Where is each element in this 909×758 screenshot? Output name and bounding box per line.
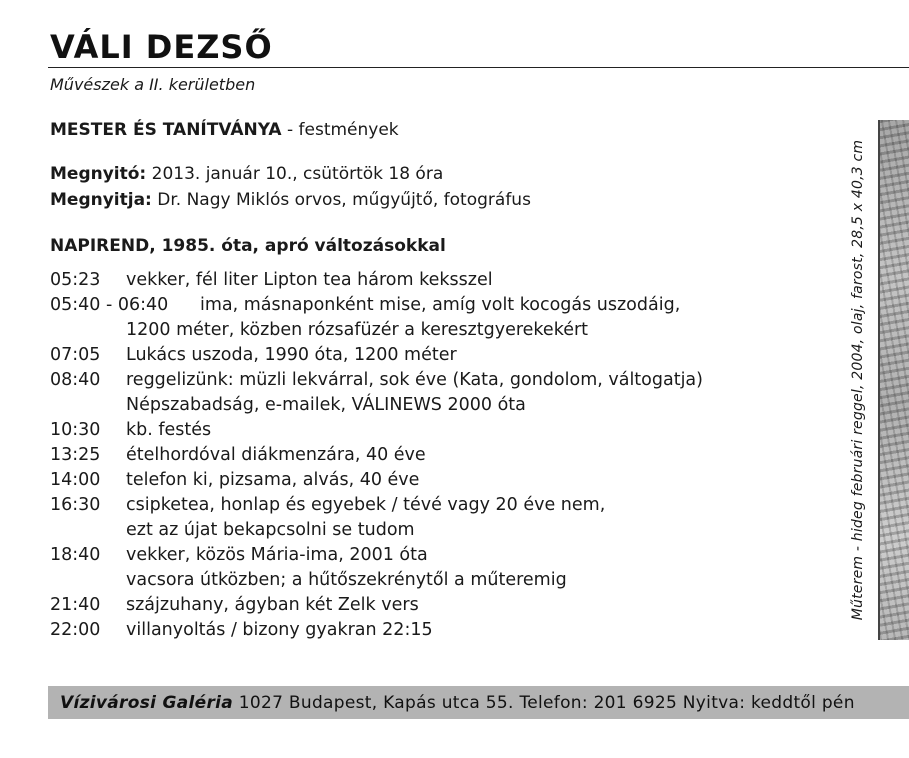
schedule-text: vekker, fél liter Lipton tea három keksszel bbox=[126, 270, 493, 290]
schedule-text: Lukács uszoda, 1990 óta, 1200 méter bbox=[126, 345, 457, 365]
page-title: VÁLI DEZSŐ bbox=[50, 28, 273, 66]
schedule-time: 05:23 bbox=[50, 270, 101, 290]
opener-line bbox=[50, 187, 531, 213]
schedule-time: 07:05 bbox=[50, 345, 101, 365]
schedule-item bbox=[50, 443, 810, 468]
schedule-item bbox=[50, 618, 810, 643]
exhibition-name: MESTER ÉS TANÍTVÁNYA bbox=[50, 120, 282, 140]
schedule-item bbox=[50, 493, 810, 543]
footer-text bbox=[48, 693, 855, 713]
opening-date: 2013. január 10., csütörtök 18 óra bbox=[146, 164, 444, 184]
agenda-heading: NAPIREND, 1985. óta, apró változásokkal bbox=[50, 236, 446, 256]
schedule-item bbox=[50, 593, 810, 618]
schedule-text: ima, másnaponként mise, amíg volt kocogás uszodáig, bbox=[200, 295, 681, 315]
opener-label: Megnyitja: bbox=[50, 190, 152, 210]
schedule-text: szájzuhany, ágyban két Zelk vers bbox=[126, 595, 419, 615]
gallery-footer bbox=[48, 686, 909, 719]
schedule-time: 21:40 bbox=[50, 595, 101, 615]
schedule-time: 14:00 bbox=[50, 470, 101, 490]
schedule-text: csipketea, honlap és egyebek / tévé vagy 20 éve nem, bbox=[126, 495, 606, 515]
exhibition-type: - festmények bbox=[281, 120, 399, 140]
schedule-text-continued: 1200 méter, közben rózsafüzér a keresztgyerekekért bbox=[126, 320, 589, 340]
schedule-time: 05:40 - 06:40 bbox=[50, 295, 169, 315]
painting-caption-container bbox=[846, 120, 870, 640]
schedule-text-continued: Népszabadság, e-mailek, VÁLINEWS 2000 óta bbox=[126, 395, 526, 415]
schedule-text: reggelizünk: müzli lekvárral, sok éve (Kata, gondolom, váltogatja) bbox=[126, 370, 703, 390]
title-divider bbox=[48, 67, 909, 68]
gallery-info: 1027 Budapest, Kapás utca 55. Telefon: 201 6925 Nyitva: keddtől pén bbox=[233, 692, 855, 713]
schedule-time: 22:00 bbox=[50, 620, 101, 640]
schedule-item bbox=[50, 368, 810, 418]
exhibition-title bbox=[50, 120, 399, 140]
schedule-item bbox=[50, 268, 810, 293]
schedule-item bbox=[50, 468, 810, 493]
schedule-item bbox=[50, 343, 810, 368]
gallery-name: Vízivárosi Galéria bbox=[60, 692, 234, 713]
opening-label: Megnyitó: bbox=[50, 164, 147, 184]
painting-image bbox=[878, 120, 909, 640]
schedule-text: ételhordóval diákmenzára, 40 éve bbox=[126, 445, 426, 465]
opening-date-line bbox=[50, 161, 531, 187]
schedule-text: vekker, közös Mária-ima, 2001 óta bbox=[126, 545, 428, 565]
schedule-item bbox=[50, 543, 810, 593]
opener-name: Dr. Nagy Miklós orvos, műgyűjtő, fotográfus bbox=[151, 190, 531, 210]
schedule-time: 16:30 bbox=[50, 495, 101, 515]
schedule-text: telefon ki, pizsama, alvás, 40 éve bbox=[126, 470, 420, 490]
opening-info bbox=[50, 161, 531, 213]
schedule-text-continued: vacsora útközben; a hűtőszekrénytől a műteremig bbox=[126, 570, 567, 590]
schedule-text: kb. festés bbox=[126, 420, 212, 440]
schedule-item bbox=[50, 418, 810, 443]
schedule-time: 18:40 bbox=[50, 545, 101, 565]
schedule-list bbox=[50, 268, 810, 643]
schedule-time: 08:40 bbox=[50, 370, 101, 390]
schedule-time: 13:25 bbox=[50, 445, 101, 465]
series-subtitle: Művészek a II. kerületben bbox=[50, 75, 256, 94]
painting-caption: Műterem - hideg februári reggel, 2004, olaj, farost, 28,5 x 40,3 cm bbox=[850, 139, 867, 621]
schedule-text: villanyoltás / bizony gyakran 22:15 bbox=[126, 620, 433, 640]
schedule-text-continued: ezt az újat bekapcsolni se tudom bbox=[126, 520, 415, 540]
schedule-time: 10:30 bbox=[50, 420, 101, 440]
schedule-item bbox=[50, 293, 810, 343]
